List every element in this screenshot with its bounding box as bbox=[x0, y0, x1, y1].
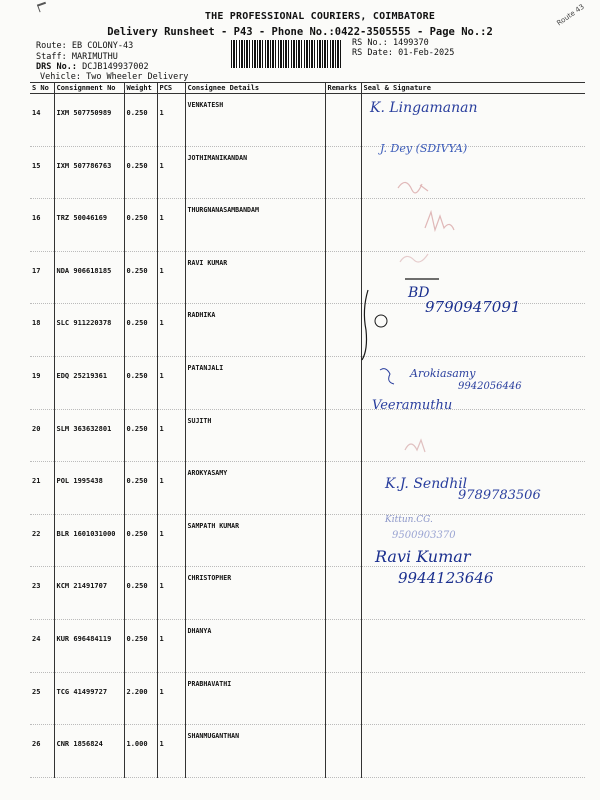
row-consignment-no: CNR 1856824 bbox=[54, 725, 124, 778]
row-remarks bbox=[325, 514, 361, 567]
drs-value: DCJB149937002 bbox=[82, 62, 149, 72]
row-consignment-no: BLR 1601031000 bbox=[54, 514, 124, 567]
vehicle-line: Vehicle: Two Wheeler Delivery bbox=[40, 72, 189, 82]
route-line: Route: EB COLONY-43 bbox=[36, 41, 134, 51]
row-consignment-no: EDQ 25219361 bbox=[54, 356, 124, 409]
table-row bbox=[30, 672, 585, 725]
row-sno: 24 bbox=[30, 619, 54, 672]
row-remarks bbox=[325, 567, 361, 620]
signature-25: Kittun.CG. bbox=[385, 515, 433, 525]
row-signature bbox=[361, 672, 585, 725]
row-remarks bbox=[325, 356, 361, 409]
col-header-consignee: Consignee Details bbox=[185, 83, 325, 94]
row-weight: 0.250 bbox=[124, 514, 157, 567]
row-remarks bbox=[325, 409, 361, 462]
table-row bbox=[30, 514, 585, 567]
signature-15: J. Dey (SDIVYA) bbox=[380, 142, 468, 155]
row-consignment-no: IXM 507750989 bbox=[54, 94, 124, 147]
row-signature bbox=[361, 251, 585, 304]
table-row bbox=[30, 356, 585, 409]
row-weight: 0.250 bbox=[124, 409, 157, 462]
col-header-consignment: Consignment No bbox=[54, 83, 124, 94]
signature-21-phone: 9942056446 bbox=[458, 381, 522, 392]
row-consignee: AROKYASAMY bbox=[185, 462, 325, 515]
rs-date-value: 01-Feb-2025 bbox=[398, 48, 455, 58]
row-consignment-no: TCG 41499727 bbox=[54, 672, 124, 725]
table-row bbox=[30, 304, 585, 357]
row-weight: 2.200 bbox=[124, 672, 157, 725]
row-consignee: PATANJALI bbox=[185, 356, 325, 409]
row-signature bbox=[361, 619, 585, 672]
row-remarks bbox=[325, 304, 361, 357]
signature-19-name: BD bbox=[408, 285, 430, 301]
table-row bbox=[30, 94, 585, 147]
row-signature bbox=[361, 94, 585, 147]
row-pcs: 1 bbox=[157, 725, 185, 778]
row-consignee: RAVI KUMAR bbox=[185, 251, 325, 304]
row-weight: 0.250 bbox=[124, 619, 157, 672]
row-weight: 1.000 bbox=[124, 725, 157, 778]
row-pcs: 1 bbox=[157, 514, 185, 567]
table-row bbox=[30, 146, 585, 199]
row-consignee: RADHIKA bbox=[185, 304, 325, 357]
row-weight: 0.250 bbox=[124, 94, 157, 147]
drs-line: DRS No.: DCJB149937002 bbox=[36, 62, 149, 72]
row-consignee: PRABHAVATHI bbox=[185, 672, 325, 725]
row-consignment-no: KCM 21491707 bbox=[54, 567, 124, 620]
signature-26-phone: 9944123646 bbox=[398, 569, 494, 587]
rs-no-value: 1499370 bbox=[392, 38, 429, 48]
table-header-row bbox=[30, 83, 585, 94]
row-consignment-no: SLM 363632801 bbox=[54, 409, 124, 462]
row-weight: 0.250 bbox=[124, 462, 157, 515]
row-signature bbox=[361, 304, 585, 357]
row-sno: 16 bbox=[30, 199, 54, 252]
row-weight: 0.250 bbox=[124, 199, 157, 252]
row-signature bbox=[361, 199, 585, 252]
row-remarks bbox=[325, 251, 361, 304]
row-weight: 0.250 bbox=[124, 146, 157, 199]
row-remarks bbox=[325, 619, 361, 672]
signature-14: K. Lingamanan bbox=[370, 100, 478, 116]
row-signature bbox=[361, 725, 585, 778]
table-row bbox=[30, 199, 585, 252]
row-sno: 17 bbox=[30, 251, 54, 304]
row-sno: 19 bbox=[30, 356, 54, 409]
table-row bbox=[30, 567, 585, 620]
row-remarks bbox=[325, 146, 361, 199]
rs-no-line: RS No.: 1499370 bbox=[352, 38, 429, 48]
row-consignee: SUJITH bbox=[185, 409, 325, 462]
row-pcs: 1 bbox=[157, 672, 185, 725]
signature-25-phone: 9500903370 bbox=[392, 530, 456, 541]
row-consignee: DHANYA bbox=[185, 619, 325, 672]
runsheet-title: Delivery Runsheet - P43 - Phone No.:0422-3505555 - Page No.:2 bbox=[107, 26, 493, 38]
row-consignment-no: KUR 696484119 bbox=[54, 619, 124, 672]
row-consignment-no: POL 1995438 bbox=[54, 462, 124, 515]
row-pcs: 1 bbox=[157, 199, 185, 252]
col-header-remarks: Remarks bbox=[325, 83, 361, 94]
signature-21: Arokiasamy bbox=[410, 367, 476, 380]
row-signature bbox=[361, 146, 585, 199]
row-pcs: 1 bbox=[157, 304, 185, 357]
row-consignment-no: IXM 507786763 bbox=[54, 146, 124, 199]
signature-19-phone: 9790947091 bbox=[425, 298, 521, 316]
row-sno: 25 bbox=[30, 672, 54, 725]
row-signature bbox=[361, 567, 585, 620]
row-weight: 0.250 bbox=[124, 304, 157, 357]
row-consignee: SAMPATH KUMAR bbox=[185, 514, 325, 567]
row-signature bbox=[361, 356, 585, 409]
row-consignment-no: SLC 911220378 bbox=[54, 304, 124, 357]
table-row bbox=[30, 251, 585, 304]
signature-22: Veeramuthu bbox=[372, 398, 453, 413]
route-stamp: Route 43 bbox=[555, 2, 586, 28]
row-pcs: 1 bbox=[157, 146, 185, 199]
staff-value: MARIMUTHU bbox=[71, 52, 118, 62]
row-signature bbox=[361, 462, 585, 515]
row-remarks bbox=[325, 199, 361, 252]
table-row bbox=[30, 409, 585, 462]
col-header-pcs: PCS bbox=[157, 83, 185, 94]
row-sno: 21 bbox=[30, 462, 54, 515]
table-row bbox=[30, 725, 585, 778]
row-pcs: 1 bbox=[157, 567, 185, 620]
signature-26-name: Ravi Kumar bbox=[375, 547, 471, 566]
row-remarks bbox=[325, 725, 361, 778]
row-sno: 18 bbox=[30, 304, 54, 357]
row-pcs: 1 bbox=[157, 619, 185, 672]
rs-date-line: RS Date: 01-Feb-2025 bbox=[352, 48, 455, 58]
col-header-sno: S No bbox=[30, 83, 54, 94]
table-row bbox=[30, 619, 585, 672]
row-pcs: 1 bbox=[157, 462, 185, 515]
table-row bbox=[30, 462, 585, 515]
row-consignee: VENKATESH bbox=[185, 94, 325, 147]
company-name: THE PROFESSIONAL COURIERS, COIMBATORE bbox=[204, 11, 436, 22]
row-consignee: JOTHIMANIKANDAN bbox=[185, 146, 325, 199]
row-sno: 14 bbox=[30, 94, 54, 147]
row-sno: 15 bbox=[30, 146, 54, 199]
route-value: EB COLONY-43 bbox=[71, 41, 134, 51]
row-weight: 0.250 bbox=[124, 567, 157, 620]
barcode bbox=[231, 40, 341, 68]
row-signature bbox=[361, 514, 585, 567]
row-remarks bbox=[325, 462, 361, 515]
row-remarks bbox=[325, 94, 361, 147]
row-signature bbox=[361, 409, 585, 462]
row-pcs: 1 bbox=[157, 409, 185, 462]
row-sno: 23 bbox=[30, 567, 54, 620]
col-header-signature: Seal & Signature bbox=[361, 83, 585, 94]
row-consignment-no: NDA 906618185 bbox=[54, 251, 124, 304]
row-sno: 22 bbox=[30, 514, 54, 567]
col-header-weight: Weight bbox=[124, 83, 157, 94]
row-consignee: SHANMUGANTHAN bbox=[185, 725, 325, 778]
row-consignee: THURGNANASAMBANDAM bbox=[185, 199, 325, 252]
row-sno: 26 bbox=[30, 725, 54, 778]
row-weight: 0.250 bbox=[124, 356, 157, 409]
vehicle-value: Two Wheeler Delivery bbox=[86, 72, 189, 82]
row-pcs: 1 bbox=[157, 94, 185, 147]
delivery-table bbox=[30, 82, 585, 778]
signature-24-phone: 9789783506 bbox=[458, 488, 541, 503]
row-weight: 0.250 bbox=[124, 251, 157, 304]
staff-line: Staff: MARIMUTHU bbox=[36, 52, 118, 62]
row-consignment-no: TRZ 50046169 bbox=[54, 199, 124, 252]
row-pcs: 1 bbox=[157, 251, 185, 304]
signature-24-name: K.J. Sendhil bbox=[385, 476, 468, 492]
row-consignee: CHRISTOPHER bbox=[185, 567, 325, 620]
row-remarks bbox=[325, 672, 361, 725]
row-sno: 20 bbox=[30, 409, 54, 462]
row-pcs: 1 bbox=[157, 356, 185, 409]
